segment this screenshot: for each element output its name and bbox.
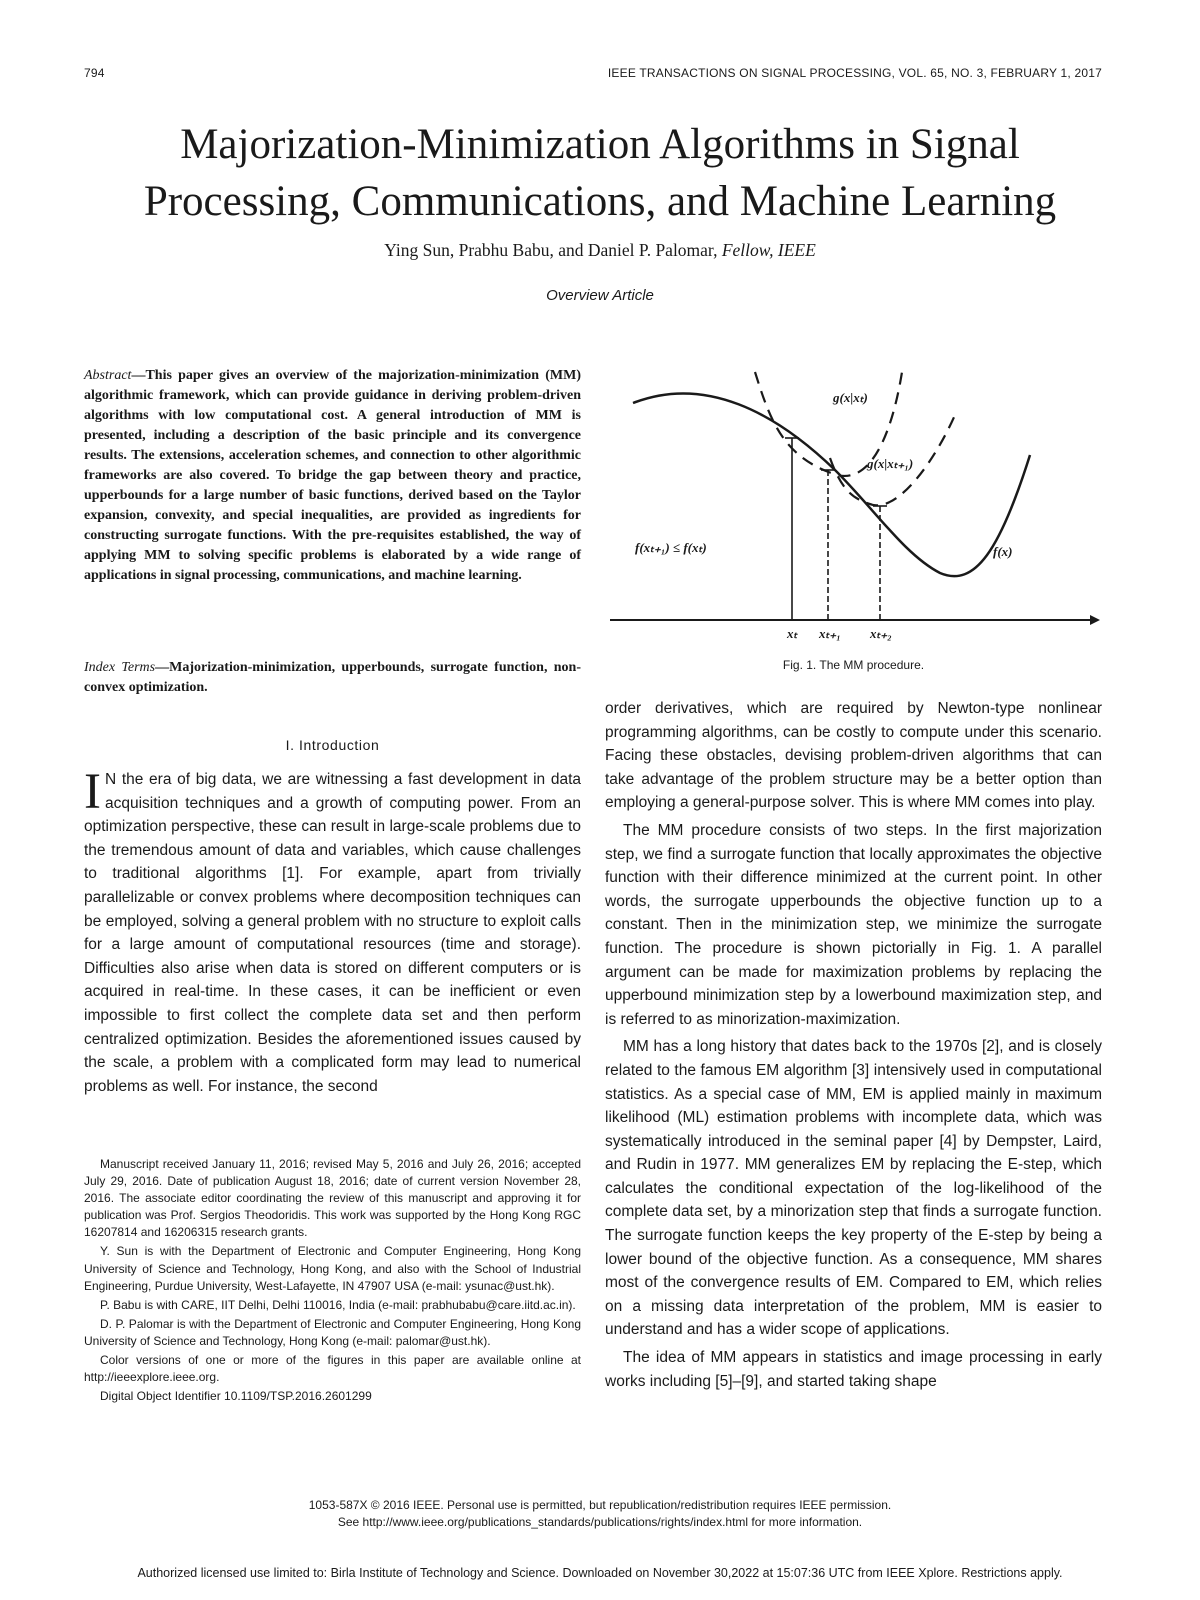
copyright-notice	[0, 1497, 1200, 1531]
footnote-author-babu: P. Babu is with CARE, IIT Delhi, Delhi 110016, India (e-mail: prabhubabu@care.iitd.ac.in).	[100, 1297, 576, 1312]
author-names: Ying Sun, Prabhu Babu, and Daniel P. Palomar,	[384, 240, 718, 260]
index-terms-label: Index Terms	[84, 660, 156, 675]
section-heading: I. Introduction	[285, 737, 380, 753]
paper-title	[0, 116, 1200, 230]
footnote-doi: Digital Object Identifier 10.1109/TSP.2016.2601299	[100, 1389, 372, 1404]
copyright-line-2: See http://www.ieee.org/publications_standards/publications/rights/index.html for more information.	[337, 1515, 863, 1529]
figure-caption: Fig. 1. The MM procedure.	[782, 658, 925, 672]
footnote-color-versions: Color versions of one or more of the figures in this paper are available online at http://ieeexplore.ieee.org.	[84, 1353, 581, 1385]
abstract-text: —This paper gives an overview of the majorization-minimization (MM) algorithmic framework, which can provide guidance in deriving problem-driven algorithms with low computational cost. A general introduction of MM is presented, including a description of the basic principle and its convergence results. The extensions, acceleration schemes, and connection to other algorithmic frameworks are also covered. To bridge the gap between theory and practice, upperbounds for a large number of basic functions, derived based on the Taylor expansion, convexity, and special inequalities, are provided as ingredients for constructing surrogate functions. With the pre-requisites established, the way of applying MM to solving specific problems is elaborated by a wide range of applications in signal processing, communications, and machine learning.	[84, 368, 581, 583]
right-paragraph-2: The MM procedure consists of two steps. In the first majorization step, we find a surrogate function that locally approximates the objective function with their difference minimized at the current point. In other words, the surrogate upperbounds the objective function up to a constant. Then in the minimization step, we minimize the surrogate function. The procedure is shown pictorially in Fig. 1. A parallel argument can be made for maximization problems by replacing the upperbound minimization step by a lowerbound maximization step, and is referred to as minorization-maximization.	[605, 821, 1102, 1028]
journal-running-header: IEEE TRANSACTIONS ON SIGNAL PROCESSING, VOL. 65, NO. 3, FEBRUARY 1, 2017	[607, 66, 1102, 80]
footnotes	[84, 1156, 581, 1407]
label-g-xt: g(x|xₜ)	[833, 390, 868, 405]
label-xt: xₜ	[787, 626, 798, 641]
abstract	[84, 366, 581, 586]
copyright-line-1: 1053-587X © 2016 IEEE. Personal use is permitted, but republication/redistribution requires IEEE permission.	[308, 1498, 892, 1512]
label-f-x: f(x)	[993, 544, 1013, 559]
x-axis-arrow-icon	[1090, 615, 1100, 625]
abstract-label: Abstract	[84, 368, 132, 383]
right-paragraph-3: MM has a long history that dates back to the 1970s [2], and is closely related to the famous EM algorithm [3] intensively used in computational statistics. As a special case of MM, EM is applied mainly in maximum likelihood (ML) estimation problems with incomplete data, which was systematically introduced in the seminal paper [4] by Dempster, Laird, and Rudin in 1977. MM generalizes EM by replacing the E-step, which calculates the conditional expectation of the log-likelihood of the complete data set, by a minorization step that finds a surrogate function. The surrogate function keeps the key property of the E-step by being a lower bound of the objective function. As a consequence, MM shares most of the convergence results of EM. Compared to EM, which relies on a missing data interpretation of the problem, MM is easier to understand and has a wider scope of applications.	[605, 1038, 1102, 1339]
paper-title-line-2: Processing, Communications, and Machine Learning	[143, 178, 1057, 225]
label-f-inequality: f(xₜ₊₁) ≤ f(xₜ)	[635, 540, 707, 555]
label-xt2: xₜ₊₂	[870, 626, 892, 641]
license-notice: Authorized licensed use limited to: Birla Institute of Technology and Science. Downloaded on November 30,2022 at 15:07:36 UTC from IEEE Xplore. Restrictions apply.	[137, 1566, 1063, 1580]
page-number: 794	[84, 66, 105, 80]
index-terms	[84, 658, 581, 698]
article-type: Overview Article	[546, 287, 654, 304]
paper-title-line-1: Majorization-Minimization Algorithms in Signal	[180, 121, 1020, 168]
label-g-xt1: g(x|xₜ₊₁)	[867, 456, 914, 471]
author-list	[0, 240, 1200, 261]
footnote-manuscript: Manuscript received January 11, 2016; revised May 5, 2016 and July 26, 2016; accepted July 29, 2016. Date of publication August 18, 2016; date of current version November 28, 2016. The associate editor coordinating the review of this manuscript and approving it for publication was Prof. Sergios Theodoridis. This work was supported by the Hong Kong RGC 16207814 and 16206315 research grants.	[84, 1157, 581, 1240]
right-paragraph-1: order derivatives, which are required by Newton-type nonlinear programming algorithms, can be costly to compute under this scenario. Facing these obstacles, devising problem-driven algorithms that can take advantage of the problem structure may be a better option than employing a general-purpose solver. This is where MM comes into play.	[605, 700, 1102, 812]
drop-cap: I	[84, 764, 101, 820]
intro-paragraph-1-text: N the era of big data, we are witnessing a fast development in data acquisition techniques and a growth of computing power. From an optimization perspective, these can result in large-scale problems due to the tremendous amount of data and variables, which cause challenges to traditional algorithms [1]. For example, apart from trivially parallelizable or convex problems where decomposition techniques can be employed, solving a general problem with no structure to exploit calls for a large amount of computational resources (time and storage). Difficulties also arise when data is stored on different computers or is acquired in real-time. In these cases, it can be inefficient or even impossible to first collect the complete data set and then perform centralized optimization. Besides the aforementioned issues caused by the scale, a problem with a complicated form may lead to numerical problems as well. For instance, the second	[84, 771, 581, 1095]
intro-left-column	[84, 764, 581, 1098]
mm-diagram	[605, 360, 1102, 650]
intro-right-column	[605, 697, 1102, 1393]
footnote-author-sun: Y. Sun is with the Department of Electronic and Computer Engineering, Hong Kong University of Science and Technology, Hong Kong, and also with the School of Industrial Engineering, Purdue University, West-Lafayette, IN 47907 USA (e-mail: ysunac@ust.hk).	[84, 1244, 581, 1293]
label-xt1: xₜ₊₁	[819, 626, 841, 641]
right-paragraph-4: The idea of MM appears in statistics and image processing in early works including [5]–[9], and started taking shape	[605, 1349, 1102, 1390]
index-terms-text: —Majorization-minimization, upperbounds, surrogate function, non-convex optimization.	[84, 660, 581, 695]
intro-paragraph-1	[84, 764, 581, 1098]
author-fellow-note: Fellow, IEEE	[721, 240, 816, 260]
footnote-author-palomar: D. P. Palomar is with the Department of Electronic and Computer Engineering, Hong Kong University of Science and Technology, Hong Kong (e-mail: palomar@ust.hk).	[84, 1316, 581, 1348]
figure-mm-procedure	[605, 360, 1102, 650]
